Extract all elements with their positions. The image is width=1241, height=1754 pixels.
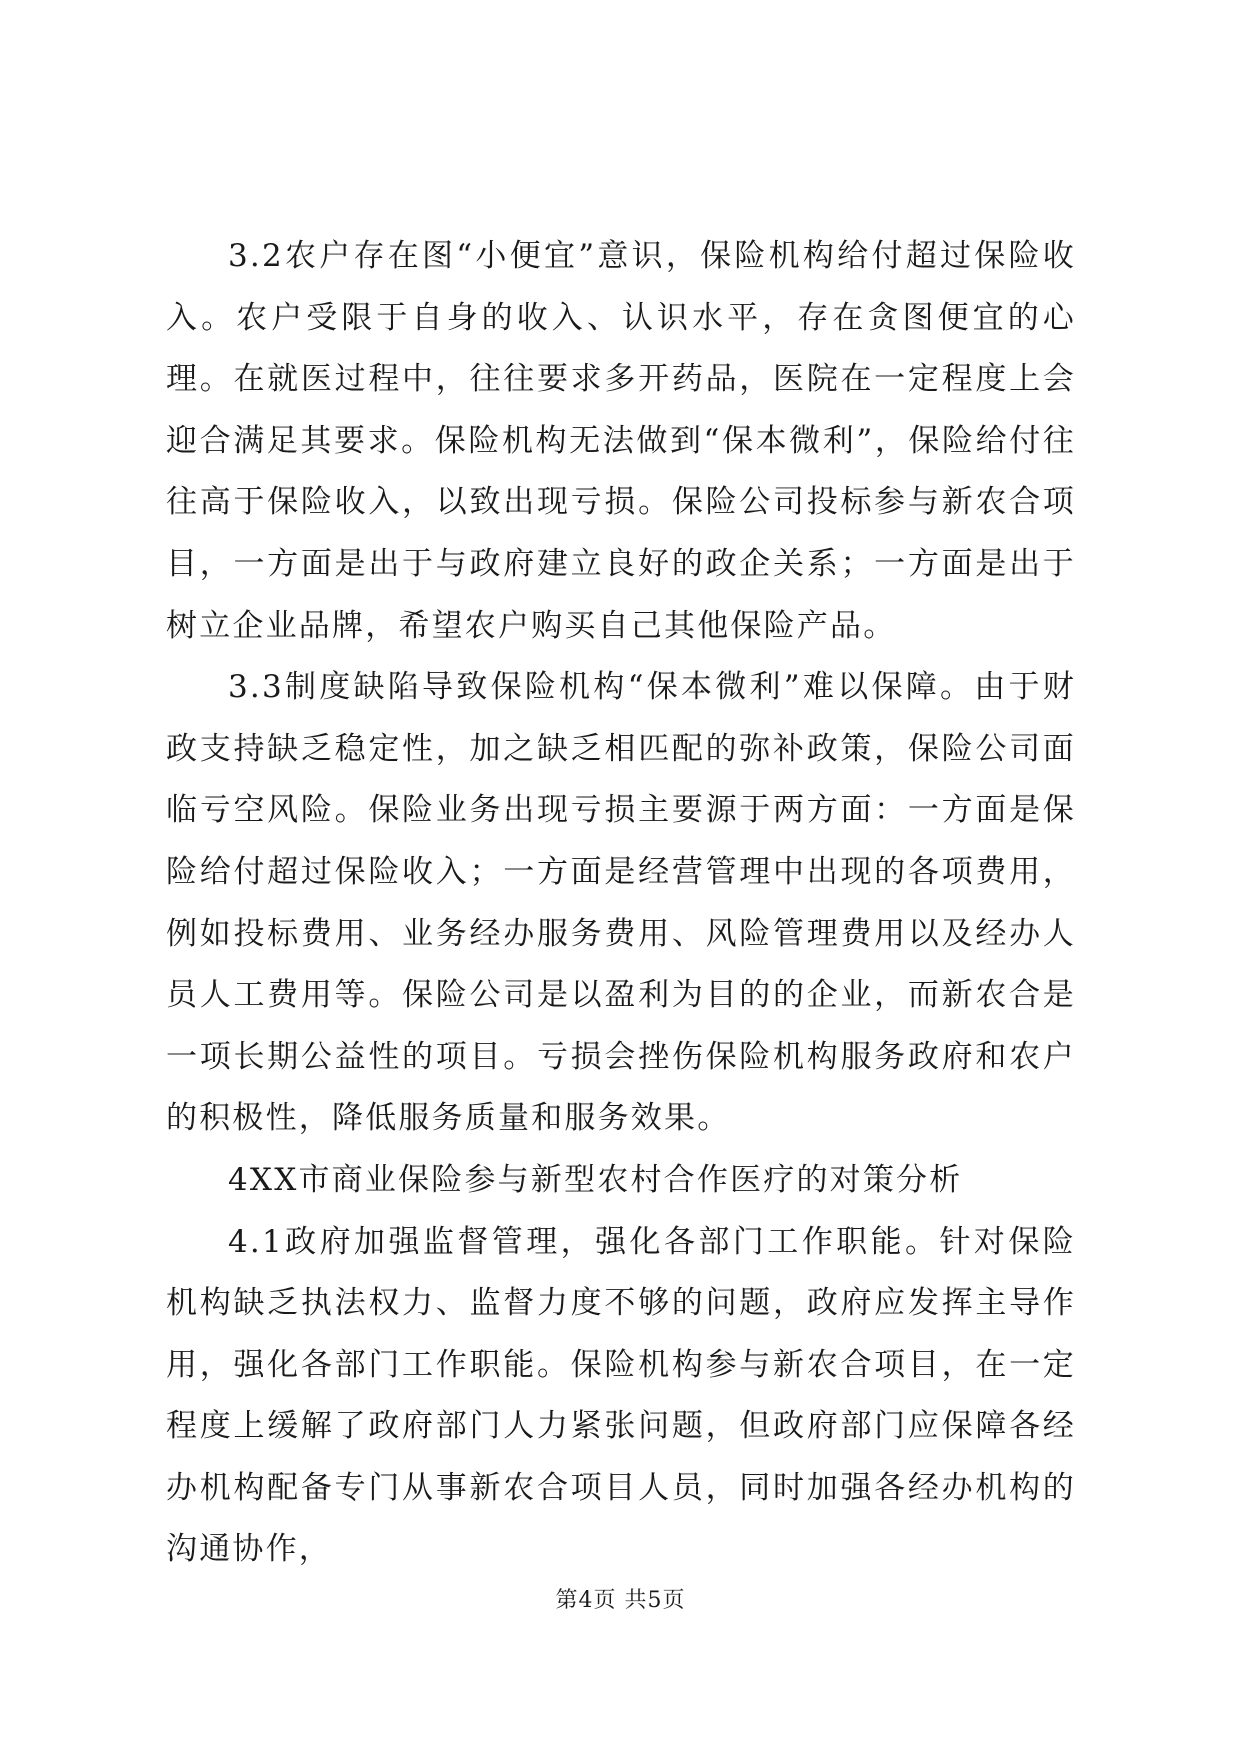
section-heading-4: 4XX市商业保险参与新型农村合作医疗的对策分析 — [228, 1161, 963, 1198]
paragraph-4-1: 4.1政府加强监督管理，强化各部门工作职能。针对保险机构缺乏执法权力、监督力度不够的问题，政府应发挥主导作用，强化各部门工作职能。保险机构参与新农合项目，在一定程度上缓解了政府部门人力紧张问题，但政府部门应保障各经办机构配备专门从事新农合项目人员，同时加强各经办机构的沟通协作， — [166, 1223, 1076, 1568]
document-body — [166, 226, 1076, 1581]
paragraph-3-2: 3.2农户存在图“小便宜”意识，保险机构给付超过保险收入。农户受限于自身的收入、认识水平，存在贪图便宜的心理。在就医过程中，往往要求多开药品，医院在一定程度上会迎合满足其要求。保险机构无法做到“保本微利”，保险给付往往高于保险收入，以致出现亏损。保险公司投标参与新农合项目，一方面是出于与政府建立良好的政企关系；一方面是出于树立企业品牌，希望农户购买自己其他保险产品。 — [166, 238, 1076, 644]
page-number-footer: 第4页 共5页 — [555, 1588, 686, 1613]
paragraph-3-3: 3.3制度缺陷导致保险机构“保本微利”难以保障。由于财政支持缺乏稳定性，加之缺乏相匹配的弥补政策，保险公司面临亏空风险。保险业务出现亏损主要源于两方面：一方面是保险给付超过保险收入；一方面是经营管理中出现的各项费用，例如投标费用、业务经办服务费用、风险管理费用以及经办人员人工费用等。保险公司是以盈利为目的的企业，而新农合是一项长期公益性的项目。亏损会挫伤保险机构服务政府和农户的积极性，降低服务质量和服务效果。 — [166, 669, 1076, 1137]
